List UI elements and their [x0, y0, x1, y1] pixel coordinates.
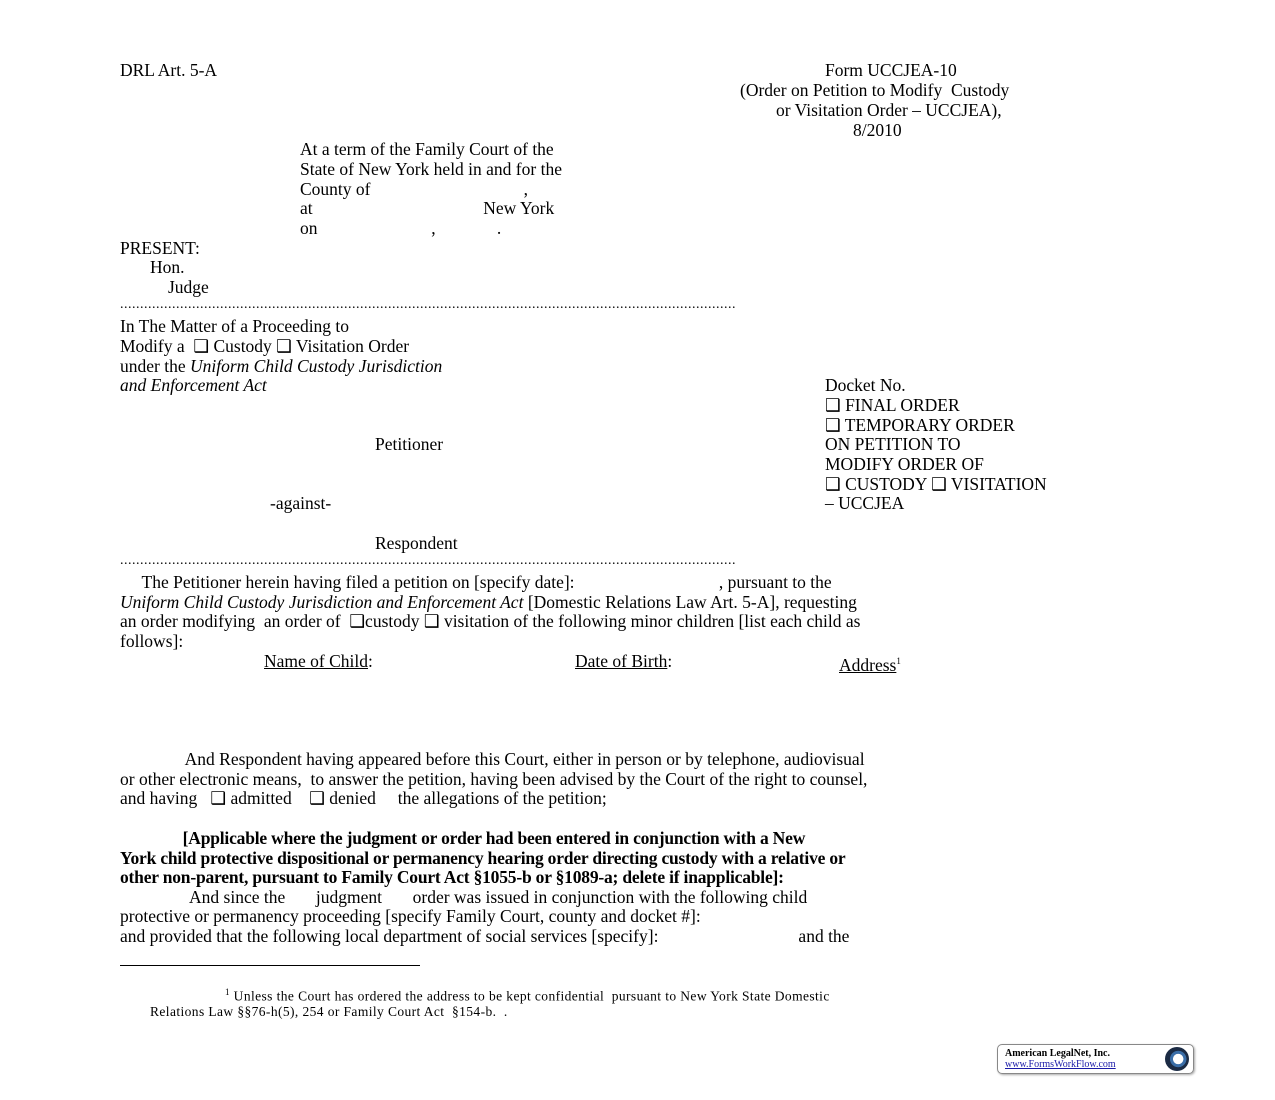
name-header: Name of Child [264, 651, 369, 671]
custody-visitation-checkboxes[interactable]: ❑ CUSTODY ❑ VISITATION [825, 474, 1047, 494]
term-line: at New York [300, 198, 555, 218]
footnote-mark: 1 [225, 987, 230, 997]
proceeding-paragraph: And since the judgment order was issued in conjunction with the following child [120, 887, 808, 907]
proceeding-paragraph: and provided that the following local department of social services [specify]: and the [120, 926, 850, 946]
judge-label: Judge [168, 277, 209, 297]
globe-icon [1165, 1047, 1189, 1071]
petitioner-label: Petitioner [375, 434, 444, 454]
statute-reference: DRL Art. 5-A [120, 60, 218, 80]
term-line: County of , [300, 179, 528, 199]
col-address [839, 651, 901, 675]
form-title-2: or Visitation Order – UCCJEA), [776, 100, 1002, 120]
colon: : [667, 651, 673, 671]
footnote-divider [120, 965, 420, 966]
divider-dots: .......................................................................................................................................................... [120, 297, 736, 312]
act-name-2: and Enforcement Act [120, 375, 267, 395]
footnote-line: Relations Law §§76-h(5), 254 or Family Court Act §154-b. . [150, 1004, 508, 1019]
term-line: At a term of the Family Court of the [300, 139, 554, 159]
present-label: PRESENT: [120, 238, 200, 258]
admitted-denied-checkboxes[interactable]: and having ❑ admitted ❑ denied the allegations of the petition; [120, 788, 607, 808]
applicable-note: York child protective dispositional or permanency hearing order directing custody with a relative or [120, 848, 846, 868]
respondent-paragraph: or other electronic means, to answer the petition, having been advised by the Court of the right to counsel, [120, 769, 868, 789]
docket-title: MODIFY ORDER OF [825, 454, 984, 474]
docket-title: – UCCJEA [825, 493, 905, 513]
term-line: on , . [300, 218, 502, 238]
form-date: 8/2010 [853, 120, 902, 140]
petition-paragraph [120, 592, 857, 612]
col-name-of-child [264, 651, 373, 671]
footnote-text: Unless the Court has ordered the address to be kept confidential pursuant to New York State Domestic [229, 988, 830, 1004]
logo-url-link[interactable]: www.FormsWorkFlow.com [1005, 1059, 1116, 1070]
petition-paragraph: The Petitioner herein having filed a petition on [specify date]: , pursuant to the [120, 572, 832, 592]
form-number: Form UCCJEA-10 [825, 60, 957, 80]
applicable-note: [Applicable where the judgment or order had been entered in conjunction with a New [120, 828, 806, 848]
applicable-note: other non-parent, pursuant to Family Court Act §1055-b or §1089-a; delete if inapplicable]: [120, 867, 784, 887]
act-name: Uniform Child Custody Jurisdiction [189, 356, 443, 376]
term-line: State of New York held in and for the [300, 159, 562, 179]
dob-header: Date of Birth [575, 651, 668, 671]
respondent-paragraph: And Respondent having appeared before this Court, either in person or by telephone, audiovisual [120, 749, 865, 769]
docket-number: Docket No. [825, 375, 906, 395]
divider-dots: .......................................................................................................................................................... [120, 553, 736, 568]
act-name: Uniform Child Custody Jurisdiction and Enforcement Act [120, 592, 524, 612]
footnote-ref[interactable]: 1 [896, 656, 901, 666]
american-legalnet-logo[interactable] [997, 1044, 1194, 1074]
temporary-order-checkbox[interactable]: ❑ TEMPORARY ORDER [825, 415, 1015, 435]
form-title: (Order on Petition to Modify Custody [740, 80, 1010, 100]
matter-line [120, 356, 442, 376]
petition-text: [Domestic Relations Law Art. 5-A], requesting [523, 592, 857, 612]
proceeding-paragraph: protective or permanency proceeding [specify Family Court, county and docket #]: [120, 906, 701, 926]
logo-name: American LegalNet, Inc. [1005, 1048, 1110, 1059]
petition-paragraph: an order modifying an order of ❑custody ❑ visitation of the following minor children [list each child as [120, 611, 861, 631]
against-label: -against- [270, 493, 332, 513]
matter-line: In The Matter of a Proceeding to [120, 316, 350, 336]
respondent-label: Respondent [375, 533, 458, 553]
hon-label: Hon. [150, 257, 185, 277]
matter-line: Modify a ❑ Custody ❑ Visitation Order [120, 336, 410, 356]
docket-title: ON PETITION TO [825, 434, 961, 454]
colon: : [368, 651, 373, 671]
col-date-of-birth [575, 651, 672, 671]
matter-text: under the [120, 356, 190, 376]
final-order-checkbox[interactable]: ❑ FINAL ORDER [825, 395, 960, 415]
petition-paragraph: follows]: [120, 631, 184, 651]
address-header: Address [839, 654, 897, 675]
